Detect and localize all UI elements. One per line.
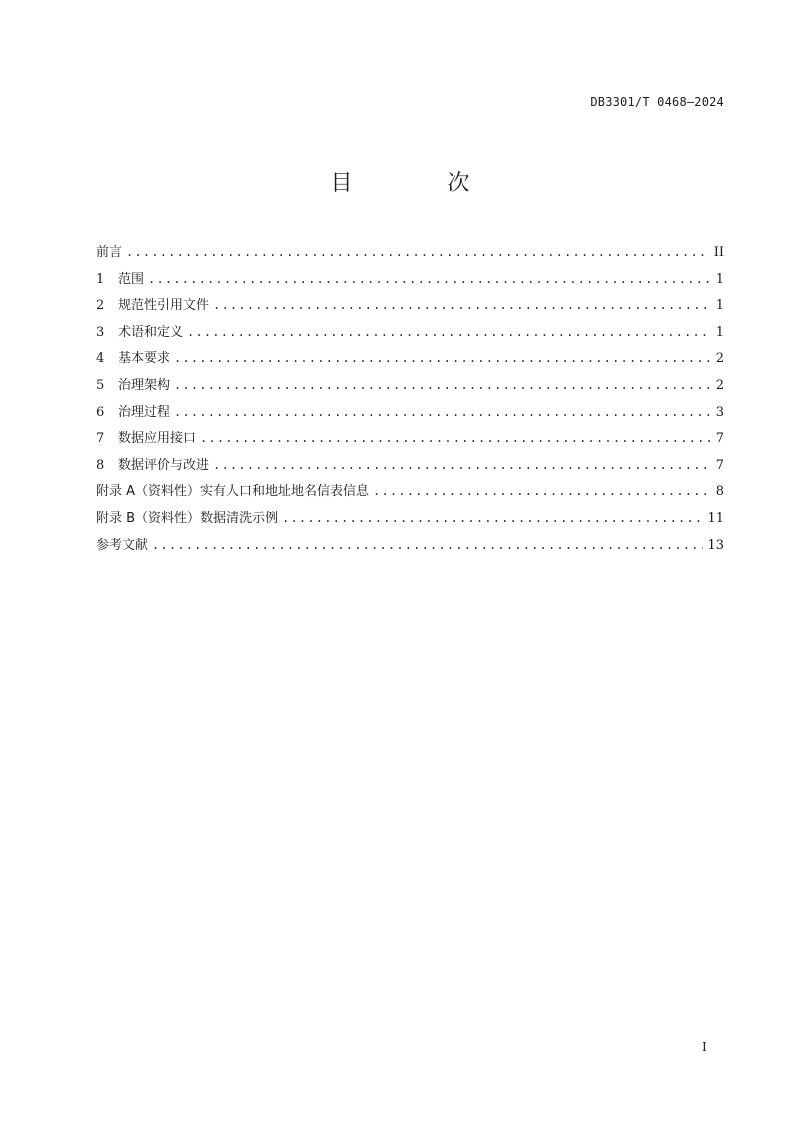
toc-entry-number: 1 (96, 271, 105, 287)
toc-entry-page: 7 (715, 457, 724, 473)
toc-entry-basic-requirements[interactable] (96, 348, 724, 375)
dot-leader (200, 428, 712, 448)
dot-leader (174, 375, 712, 395)
toc-entry-label: 范围 (118, 271, 145, 287)
toc-entry-appendix-a[interactable] (96, 481, 724, 508)
toc-entry-page: 1 (715, 271, 724, 287)
dot-leader (174, 348, 712, 368)
toc-entry-label: 规范性引用文件 (118, 298, 210, 314)
toc-entry-data-evaluation[interactable] (96, 455, 724, 482)
toc-entry-terms-and-definitions[interactable] (96, 322, 724, 349)
toc-entry-page: 13 (707, 537, 724, 553)
toc-entry-label: 前言 (96, 245, 123, 260)
toc-entry-number: 2 (96, 298, 105, 314)
toc-entry-page: 1 (715, 324, 724, 340)
toc-entry-page: 2 (715, 377, 724, 393)
toc-entry-data-application-interface[interactable] (96, 428, 724, 455)
dot-leader (148, 269, 712, 289)
dot-leader (373, 481, 712, 501)
toc-entry-label: 治理过程 (118, 404, 171, 420)
toc-entry-governance-process[interactable] (96, 402, 724, 429)
toc-entry-label: 参考文献 (96, 537, 149, 553)
toc-entry-page: 3 (715, 404, 724, 420)
document-code: DB3301/T 0468—2024 (590, 95, 724, 109)
dot-leader (174, 402, 712, 422)
toc-entry-number: 6 (96, 404, 105, 420)
toc-entry-appendix-b[interactable] (96, 508, 724, 535)
dot-leader (282, 508, 703, 528)
toc-entry-appendix-prefix: 附录 B（资料性） (96, 510, 201, 526)
toc-entry-governance-structure[interactable] (96, 375, 724, 402)
toc-entry-page: 1 (715, 298, 724, 314)
dot-leader (126, 242, 710, 262)
toc-title: 目 次 (330, 171, 514, 196)
dot-leader (187, 322, 712, 342)
toc-entry-number: 7 (96, 431, 105, 447)
toc-entry-page: II (713, 245, 724, 260)
toc-entry-scope[interactable] (96, 269, 724, 296)
toc-entry-foreword[interactable] (96, 242, 724, 269)
toc-entry-label: 术语和定义 (118, 324, 184, 340)
toc-entry-label: 基本要求 (118, 351, 171, 367)
dot-leader (213, 455, 712, 475)
toc-entry-number: 4 (96, 351, 105, 367)
toc-entry-label: 治理架构 (118, 377, 171, 393)
toc-entry-page: 2 (715, 351, 724, 367)
toc-entry-label: 数据清洗示例 (200, 510, 279, 526)
toc-entry-normative-references[interactable] (96, 295, 724, 322)
dot-leader (152, 535, 703, 555)
toc-entry-appendix-prefix: 附录 A（资料性） (96, 484, 201, 500)
toc-entry-page: 8 (715, 484, 724, 500)
toc-entry-number: 5 (96, 377, 105, 393)
toc-entry-number: 3 (96, 324, 105, 340)
page-folio: I (702, 1040, 707, 1054)
toc-entry-label: 数据应用接口 (118, 431, 197, 447)
toc-entry-page: 11 (707, 510, 724, 526)
toc-entry-label: 数据评价与改进 (118, 457, 210, 473)
table-of-contents (96, 242, 724, 561)
dot-leader (213, 295, 712, 315)
toc-entry-label: 实有人口和地址地名信表信息 (200, 484, 370, 500)
toc-entry-number: 8 (96, 457, 105, 473)
toc-entry-page: 7 (715, 431, 724, 447)
toc-entry-bibliography[interactable] (96, 535, 724, 562)
